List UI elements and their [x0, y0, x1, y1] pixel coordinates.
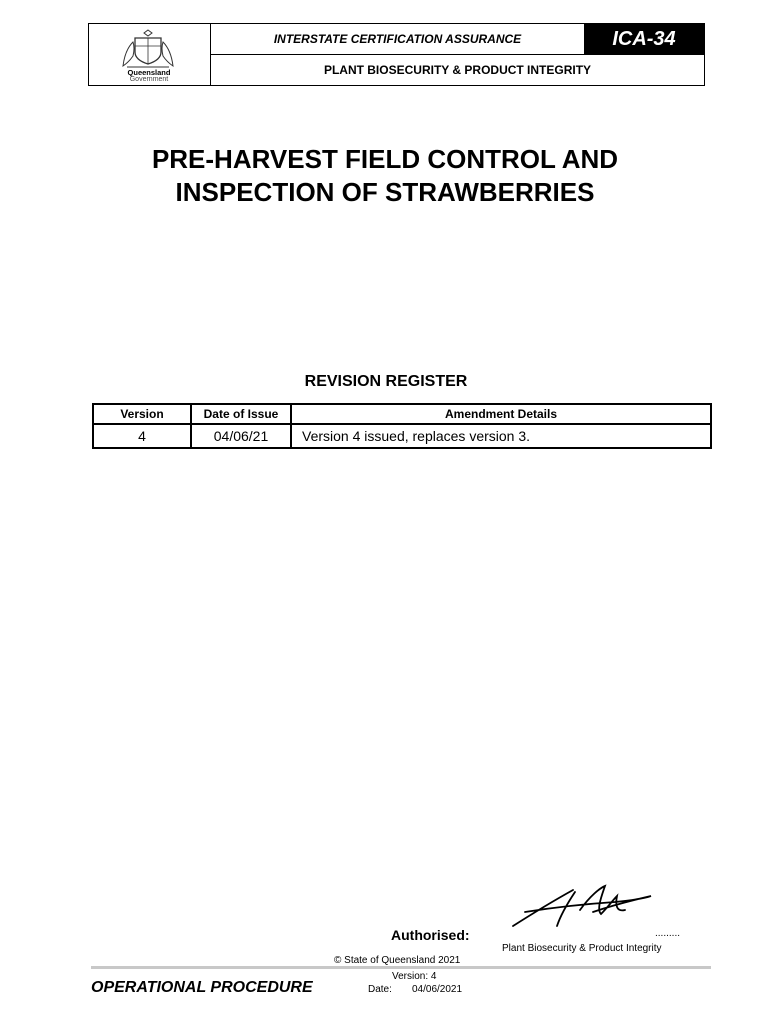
- signatory-caption: Plant Biosecurity & Product Integrity: [502, 943, 662, 954]
- authorised-label: Authorised:: [391, 927, 470, 943]
- document-type: OPERATIONAL PROCEDURE: [91, 979, 313, 996]
- footer-divider: [91, 966, 711, 969]
- revision-table: [92, 403, 712, 449]
- program-title: INTERSTATE CERTIFICATION ASSURANCE: [211, 24, 584, 55]
- document-title: [60, 143, 710, 209]
- cell-details: Version 4 issued, replaces version 3.: [302, 428, 531, 444]
- department-name: PLANT BIOSECURITY & PRODUCT INTEGRITY: [323, 63, 592, 77]
- signature-dots: .........: [655, 928, 681, 939]
- date-label: Date:: [368, 984, 392, 995]
- logo-wordmark: Queensland: [127, 68, 171, 77]
- logo-cell: [89, 24, 211, 85]
- cell-date: 04/06/21: [192, 425, 292, 447]
- date-value: 04/06/2021: [412, 984, 463, 995]
- document-header: [88, 23, 705, 86]
- document-code: ICA-34: [584, 24, 704, 55]
- column-header-details: Amendment Details: [444, 407, 558, 421]
- logo-subwordmark: Government: [129, 76, 169, 83]
- table-header-row: [94, 405, 710, 425]
- version-text: Version: 4: [392, 971, 437, 982]
- queensland-crest-logo: [113, 26, 183, 70]
- signature-image: [505, 882, 655, 932]
- copyright-notice: © State of Queensland 2021: [334, 955, 461, 966]
- title-line-1: PRE-HARVEST FIELD CONTROL AND: [151, 144, 619, 174]
- revision-register-heading: REVISION REGISTER: [304, 373, 468, 390]
- column-header-date: Date of Issue: [192, 405, 292, 423]
- cell-version: 4: [94, 425, 192, 447]
- title-line-2: INSPECTION OF STRAWBERRIES: [175, 177, 595, 207]
- table-row: [94, 425, 710, 447]
- column-header-version: Version: [94, 405, 192, 423]
